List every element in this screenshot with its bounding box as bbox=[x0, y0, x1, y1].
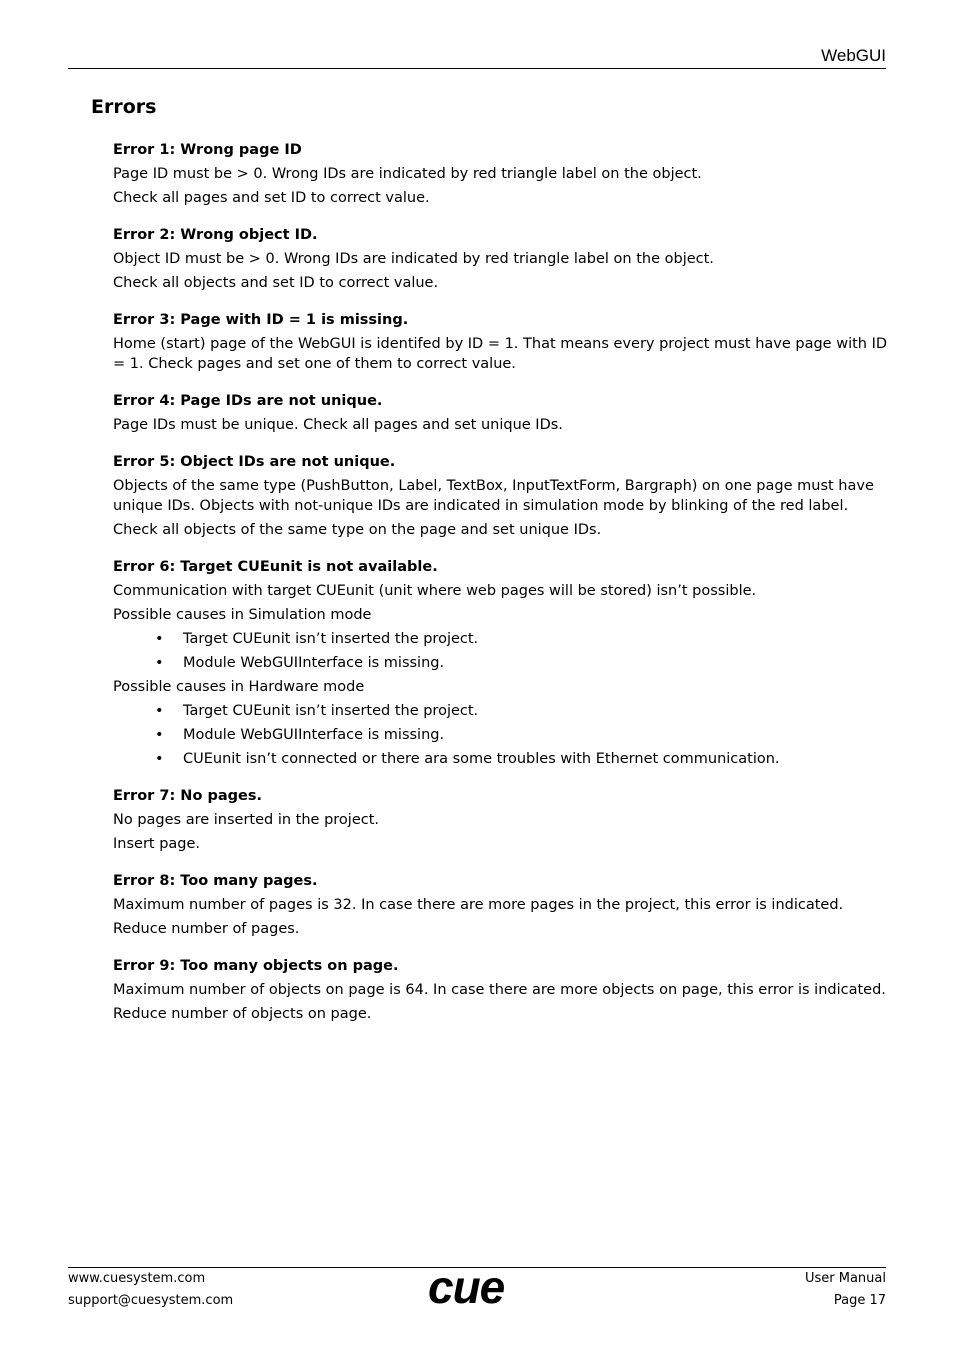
error-8 bbox=[113, 871, 891, 939]
error-7 bbox=[113, 786, 891, 854]
error-paragraph: Check all pages and set ID to correct value. bbox=[113, 190, 430, 206]
error-paragraph: Check all objects of the same type on the page and set unique IDs. bbox=[113, 522, 602, 538]
error-title: Error 9: Too many objects on page. bbox=[113, 958, 399, 974]
cue-logo: cue bbox=[428, 1261, 505, 1313]
error-title: Error 6: Target CUEunit is not available. bbox=[113, 559, 438, 575]
error-title: Error 3: Page with ID = 1 is missing. bbox=[113, 312, 409, 328]
footer-doc-type: User Manual bbox=[804, 1271, 886, 1286]
footer-contact bbox=[68, 1268, 233, 1312]
error-paragraph: No pages are inserted in the project. bbox=[113, 812, 380, 828]
error-4 bbox=[113, 391, 891, 435]
error-paragraph: Page IDs must be unique. Check all pages and set unique IDs. bbox=[113, 417, 563, 433]
hardware-causes-list bbox=[113, 701, 891, 769]
list-item-text: Target CUEunit isn’t inserted the project. bbox=[183, 631, 479, 647]
list-item-text: CUEunit isn’t connected or there ara some troubles with Ethernet communication. bbox=[183, 751, 780, 767]
error-paragraph: Reduce number of pages. bbox=[113, 921, 300, 937]
bullet-icon: • bbox=[155, 703, 164, 719]
header-divider bbox=[68, 68, 886, 69]
error-paragraph: Check all objects and set ID to correct value. bbox=[113, 275, 439, 291]
error-paragraph: Reduce number of objects on page. bbox=[113, 1006, 372, 1022]
bullet-icon: • bbox=[155, 631, 164, 647]
simulation-causes-list bbox=[113, 629, 891, 673]
bullet-icon: • bbox=[155, 751, 164, 767]
list-item-text: Target CUEunit isn’t inserted the project. bbox=[183, 703, 479, 719]
bullet-icon: • bbox=[155, 727, 164, 743]
list-item-text: Module WebGUIInterface is missing. bbox=[183, 727, 445, 743]
list-item-text: Module WebGUIInterface is missing. bbox=[183, 655, 445, 671]
error-paragraph: Maximum number of objects on page is 64. In case there are more objects on page, this error is indicated. bbox=[113, 982, 886, 998]
footer-document-info bbox=[805, 1268, 886, 1312]
error-paragraph: Communication with target CUEunit (unit where web pages will be stored) isn’t possible. bbox=[113, 583, 757, 599]
error-3 bbox=[113, 310, 891, 374]
error-paragraph: Page ID must be > 0. Wrong IDs are indicated by red triangle label on the object. bbox=[113, 166, 702, 182]
footer-website: www.cuesystem.com bbox=[68, 1271, 206, 1286]
list-item bbox=[113, 725, 891, 745]
list-item bbox=[113, 701, 891, 721]
list-item bbox=[113, 749, 891, 769]
section-heading: Errors bbox=[91, 96, 157, 118]
error-6 bbox=[113, 557, 891, 769]
error-paragraph: Home (start) page of the WebGUI is identifed by ID = 1. That means every project must have page with ID = 1. Check pages and set one of them to correct value. bbox=[113, 336, 888, 372]
running-header-title: WebGUI bbox=[821, 46, 886, 65]
error-title: Error 4: Page IDs are not unique. bbox=[113, 393, 383, 409]
page-content bbox=[91, 94, 891, 1041]
error-title: Error 7: No pages. bbox=[113, 788, 262, 804]
error-paragraph: Objects of the same type (PushButton, Label, TextBox, InputTextForm, Bargraph) on one page must have unique IDs. Objects with not-unique IDs are indicated in simulation mode by blinking of the red label. bbox=[113, 478, 874, 514]
error-paragraph: Insert page. bbox=[113, 836, 201, 852]
list-item bbox=[113, 653, 891, 673]
error-9 bbox=[113, 956, 891, 1024]
error-paragraph: Object ID must be > 0. Wrong IDs are indicated by red triangle label on the object. bbox=[113, 251, 714, 267]
list-item bbox=[113, 629, 891, 649]
error-title: Error 8: Too many pages. bbox=[113, 873, 318, 889]
simulation-causes-heading: Possible causes in Simulation mode bbox=[113, 607, 372, 623]
error-title: Error 5: Object IDs are not unique. bbox=[113, 454, 396, 470]
error-1 bbox=[113, 140, 891, 208]
error-paragraph: Maximum number of pages is 32. In case there are more pages in the project, this error is indicated. bbox=[113, 897, 844, 913]
bullet-icon: • bbox=[155, 655, 164, 671]
footer-page-number: Page 17 bbox=[833, 1293, 886, 1308]
error-title: Error 2: Wrong object ID. bbox=[113, 227, 318, 243]
error-5 bbox=[113, 452, 891, 540]
hardware-causes-heading: Possible causes in Hardware mode bbox=[113, 679, 365, 695]
error-2 bbox=[113, 225, 891, 293]
error-title: Error 1: Wrong page ID bbox=[113, 142, 302, 158]
footer-email: support@cuesystem.com bbox=[68, 1293, 234, 1308]
